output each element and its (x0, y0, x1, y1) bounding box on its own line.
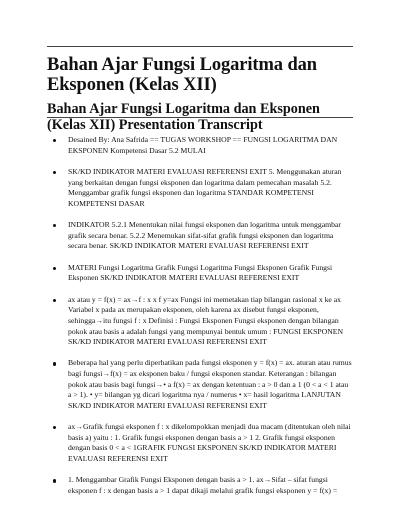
transcript-item (47, 295, 353, 348)
transcript-item (47, 422, 353, 464)
document-title: Bahan Ajar Fungsi Logaritma dan Eksponen (Kelas XII) (47, 55, 318, 95)
bullet-icon (53, 224, 56, 227)
bullet-icon (53, 299, 56, 302)
bullet-icon (53, 171, 56, 174)
bullet-icon (53, 479, 56, 482)
transcript-item-text: MATERI Fungsi Logaritma Grafik Fungsi Logaritma Fungsi Eksponen Grafik Fungsi Eksponen SK/KD INDIKATOR MATERI EVALUASI REFERENSI EXIT (68, 262, 333, 283)
transcript-item-text: SK/KD INDIKATOR MATERI EVALUASI REFERENSI EXIT 5. Menggunakan aturan yang berkaitan dengan fungsi eksponen dan logaritma dalam pemecahan masalah 5.2. Menggambar grafik fungsi eksponen dan logaritma STANDAR KOMPETENSI KOMPETENSI DASAR (68, 166, 342, 208)
transcript-item-text: ax→Grafik fungsi eksponen f : x dikelompokkan menjadi dua macam (ditentukan oleh nilai basis a) yaitu : 1. Grafik fungsi eksponen dengan basis a > 1 2. Grafik fungsi eksponen dengan basis 0 < a < 1GRAFIK FUNGSI EKSPONEN SK/KD INDIKATOR MATERI EVALUASI REFERENSI EXIT (68, 422, 351, 464)
heading-divider (47, 117, 353, 118)
top-divider (47, 46, 353, 47)
bullet-icon (53, 362, 56, 365)
transcript-item (47, 263, 353, 284)
transcript-heading: Bahan Ajar Fungsi Logaritma dan Eksponen (Kelas XII) Presentation Transcript (47, 101, 320, 133)
transcript-item-text: 1. Menggambar Grafik Fungsi Eksponen dengan basis a > 1. ax→Sifat – sifat fungsi eksponen f : x dengan basis a > 1 dapat dikaji melalui grafik fungsi eksponen y = f(x) = (68, 475, 338, 496)
transcript-item (47, 167, 353, 209)
transcript-item-text: INDIKATOR 5.2.1 Menentukan nilai fungsi eksponen dan logaritma untuk menggambar grafik secara benar. 5.2.2 Menemukan sifat-sifat grafik fungsi eksponen dan logaritma secara benar. SK/KD INDIKATOR MATERI EVALUASI REFERENSI EXIT (68, 220, 341, 251)
transcript-list (47, 135, 353, 507)
transcript-item-text: ax atau y = f(x) = ax→f : x x f y=ax Fungsi ini memetakan tiap bilangan rasional x ke ax Variabel x pada ax merupakan eksponen, oleh karena ax disebut fungsi eksponen, sehingga→itu fungsi f : x Definisi : Fungsi Eksponen Fungsi eksponen dengan bilangan pokok atau basis a adalah fungsi yang mempunyai bentuk umum : FUNGSI EKSPONEN SK/KD INDIKATOR MATERI EVALUASI REFERENSI EXIT (68, 294, 344, 347)
transcript-item (47, 135, 353, 156)
transcript-item (47, 358, 353, 411)
bullet-icon (53, 139, 56, 142)
transcript-item (47, 475, 353, 496)
bullet-icon (53, 267, 56, 270)
transcript-item (47, 220, 353, 252)
transcript-item-text: Desained By: Ana Safrida == TUGAS WORKSHOP == FUNGSI LOGARITMA DAN EKSPONEN Kompetensi Dasar 5.2 MULAI (68, 135, 338, 155)
bullet-icon (53, 426, 56, 429)
transcript-item-text: Beberapa hal yang perlu diperhatikan pada fungsi eksponen y = f(x) = ax. aturan atau rumus bagi fungsi→f(x) = ax eksponen baku / fungsi eksponen standar. Keterangan : bilangan pokok atau basis bagi fungsi→• a f(x) = ax dengan ketentuan : a > 0 dan a 1 (0 < a < 1 atau a > 1). • y= bilangan yg dicari logaritma nya / numerus • x= hasil logaritma LANJUTAN SK/KD INDIKATOR MATERI EVALUASI REFERENSI EXIT (68, 358, 352, 410)
